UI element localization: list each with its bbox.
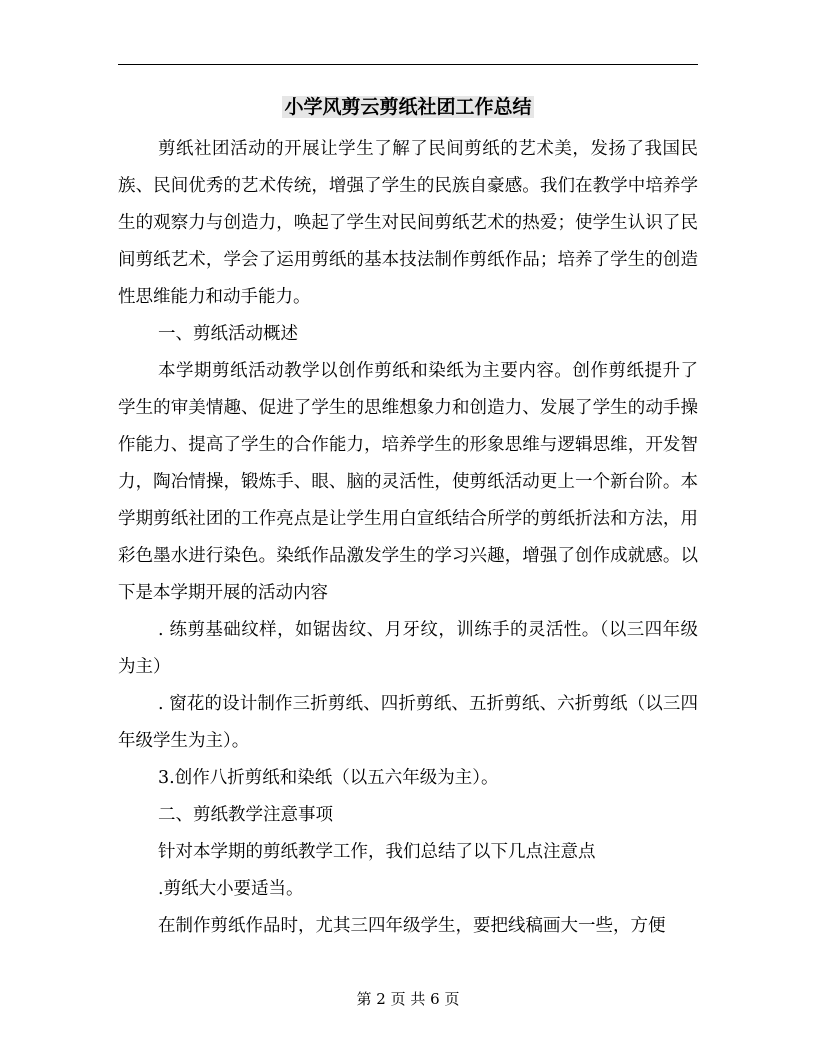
page-footer: 第 2 页 共 6 页 xyxy=(356,990,460,1008)
document-body xyxy=(118,131,698,945)
paragraph-overview: 本学期剪纸活动教学以创作剪纸和染纸为主要内容。创作剪纸提升了学生的审美情趣、促进了学生的思维想象力和创造力、发展了学生的动手操作能力、提高了学生的合作能力，培养学生的形象思维与逻辑思维，开发智力，陶冶情操，锻炼手、眼、脑的灵活性，使剪纸活动更上一个新台阶。本学期剪纸社团的工作亮点是让学生用白宣纸结合所学的剪纸折法和方法，用彩色墨水进行染色。染纸作品激发学生的学习兴趣，增强了创作成就感。以下是本学期开展的活动内容 xyxy=(118,361,698,603)
paragraph-notes-intro: 针对本学期的剪纸教学工作，我们总结了以下几点注意点 xyxy=(158,842,596,862)
page-title xyxy=(0,93,816,121)
paragraph-note-detail: 在制作剪纸作品时，尤其三四年级学生，要把线稿画大一些，方便 xyxy=(158,916,666,936)
list-item-2: . 窗花的设计制作三折剪纸、四折剪纸、五折剪纸、六折剪纸（以三四年级学生为主）。 xyxy=(118,694,698,751)
paragraph-intro: 剪纸社团活动的开展让学生了解了民间剪纸的艺术美，发扬了我国民族、民间优秀的艺术传统，增强了学生的民族自豪感。我们在教学中培养学生的观察力与创造力，唤起了学生对民间剪纸艺术的热爱；使学生认识了民间剪纸艺术，学会了运用剪纸的基本技法制作剪纸作品；培养了学生的创造性思维能力和动手能力。 xyxy=(118,139,698,307)
list-item-3: 3.创作八折剪纸和染纸（以五六年级为主）。 xyxy=(158,768,499,788)
page-title-text: 小学风剪云剪纸社团工作总结 xyxy=(284,96,532,118)
section-heading-1: 一、剪纸活动概述 xyxy=(158,324,298,344)
list-item-1: . 练剪基础纹样，如锯齿纹、月牙纹，训练手的灵活性。（以三四年级为主） xyxy=(118,620,698,677)
note-item-1: .剪纸大小要适当。 xyxy=(158,879,304,899)
section-heading-2: 二、剪纸教学注意事项 xyxy=(158,805,333,825)
header-rule xyxy=(118,64,698,65)
